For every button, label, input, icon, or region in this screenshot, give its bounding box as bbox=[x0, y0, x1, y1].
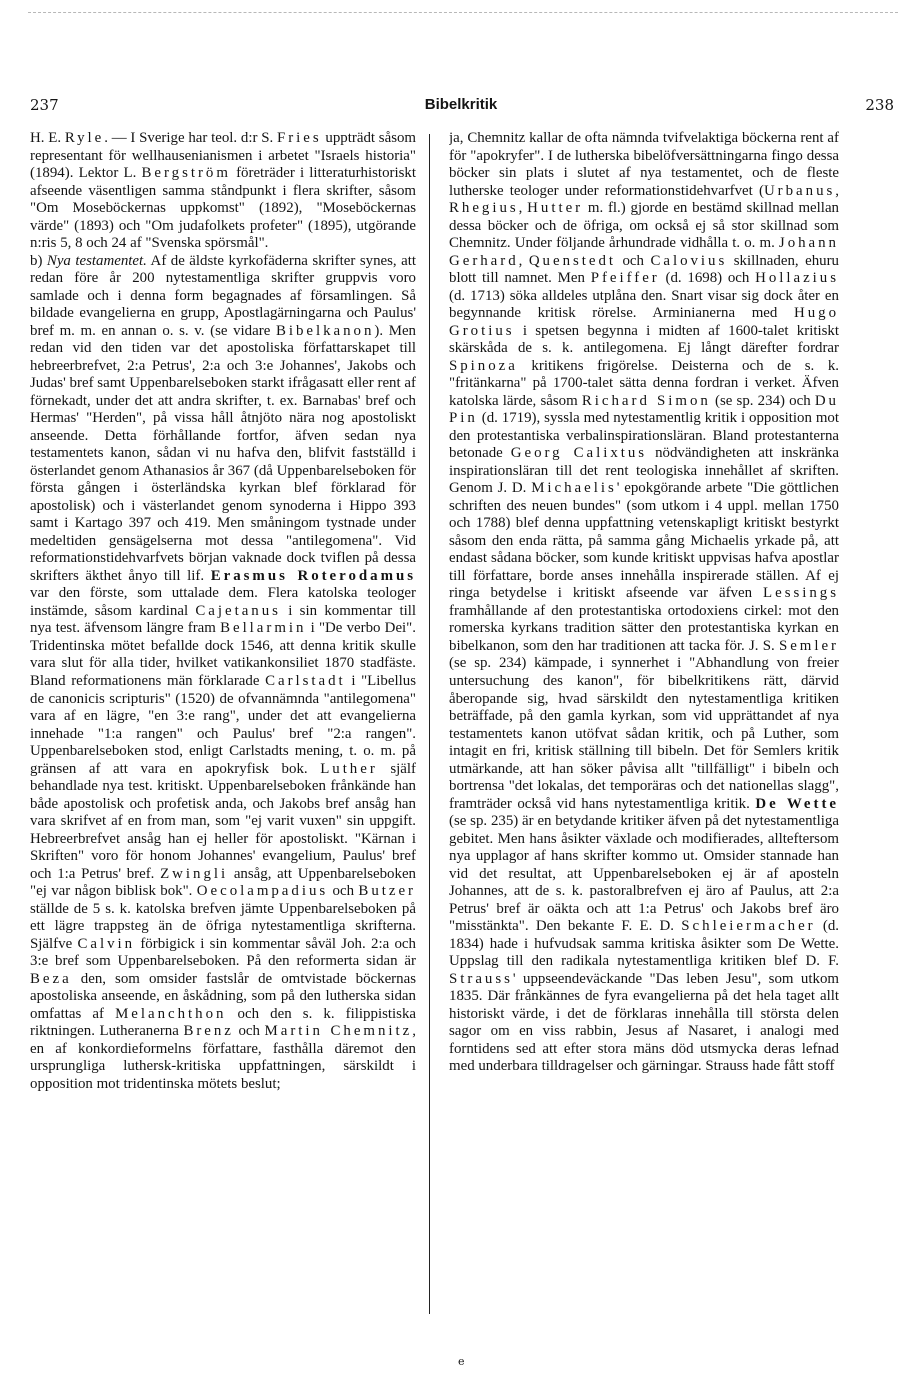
spaced-name: Zwingli bbox=[160, 865, 229, 882]
spaced-name: Michaelis bbox=[531, 480, 617, 497]
right-column bbox=[449, 130, 839, 1320]
spaced-name: Hollazius bbox=[755, 270, 839, 287]
spaced-name: Beza bbox=[30, 970, 72, 987]
spaced-name: Fries bbox=[276, 130, 322, 146]
page-number-left: 237 bbox=[30, 96, 59, 114]
spaced-name: Johann Gerhard bbox=[449, 235, 839, 269]
spaced-name: Spinoza bbox=[449, 357, 518, 374]
spaced-name: Bellarmin bbox=[220, 620, 307, 637]
spaced-name: Calovius bbox=[650, 252, 728, 269]
spaced-name: Oecolampadius bbox=[196, 883, 329, 900]
spaced-name: Brenz bbox=[183, 1023, 234, 1040]
page-header bbox=[28, 96, 894, 118]
spaced-name: Strauss bbox=[449, 970, 513, 987]
left-column bbox=[30, 130, 416, 1320]
spaced-name: Quenstedt bbox=[528, 252, 617, 269]
spaced-name: Erasmus Roterodamus bbox=[210, 567, 416, 584]
spaced-name: De Wette bbox=[755, 795, 839, 812]
spaced-name: Carlstadt bbox=[265, 672, 346, 689]
running-title: Bibelkritik bbox=[424, 96, 498, 113]
spaced-name: Butzer bbox=[358, 883, 416, 900]
cross-reference: Bibelkanon bbox=[275, 322, 375, 339]
spaced-name: Calvin bbox=[77, 935, 136, 952]
spaced-name: Ryle bbox=[64, 130, 105, 146]
spaced-name: Hutter bbox=[527, 200, 584, 217]
right-paragraph-1: ja, Chemnitz kallar de ofta nämnda tvifvelaktiga böckerna rent af för "apokryfer". I de lutherska bibelöfversättningarna fingo dessa böcker sin plats i slutet af nya testamentet, och de fleste lutherske teologer under reformationstidehvarfvet (Urbanus, Rhegius, Hutter m. fl.) gjorde en bestämd skillnad mellan dessa böcker och de öfriga, om också ej så stor skillnad som Chemnitz. Under följande århundrade vidhålla t. o. m. Johann Gerhard, Quenstedt och Calovius skillnaden, ehuru blott till namnet. Men Pfeiffer (d. 1698) och Hollazius (d. 1713) söka alldeles utplåna den. Snart visar sig dock åter en begynnande kritisk rörelse. Arminianerna med Hugo Grotius i spetsen begynna i midten af 1600-talet kritiskt skärskåda de s. k. antilegomena. Ej långt därefter fordrar Spinoza kritikens frigörelse. Deisterna och de s. k. "fritänkarna" på 1700-talet sätta denna fordran i verket. Äfven katolska lärde, såsom Richard Simon (se sp. 234) och Du Pin (d. 1719), syssla med nytestamentlig kritik i opposition mot den protestantiska verbalinspirationsläran. Bland protestanterna betonade Georg Calixtus nödvändigheten att inskränka inspirationsläran till det rent teologiska innehållet af skriften. Genom J. D. Michaelis' epokgörande arbete "Die göttlichen schriften des neuen bundes" (som utkom i 4 uppl. mellan 1750 och 1788) blef denna uppfattning vetenskapligt kritiskt bestyrkt såsom den enda rätta, på samma gång Michaelis yrkade på, att endast sådana böcker, som kunde kritiskt uppvisas hafva apostlar till författare, borde anses innehålla inspirerade ställen. Af ej ringa betydelse i kritiskt afseende var äfven Lessings framhållande af den protestantiska ortodoxiens cirkel: mot den romerska kyrkans tradition sätter den protestantiska kyrkan en bibelkanon, som den har traditionen att tacka för. J. S. Semler (se sp. 234) kämpade, i synnerhet i "Abhandlung von freier untersuchung des kanon", för bibelkritikens rätt, därvid åberopande sig, hvad särskildt den nytestamentliga kritiken beträffade, på den gamla kyrkan, som vid upprättandet af nya testamentets kanon utöfvat sådan kritik, och på Luther, som intagit en fri, kritisk ställning till bibeln. Det för Semlers kritik utmärkande, att han söker påvisa allt "tillfälligt" i bibeln och bortrensa "det lokalas, det temporäras och det nationellas slagg", framträder också vid hans nytestamentliga kritik. De Wette (se sp. 235) är en betydande kritiker äfven på det nytestamentliga gebitet. Men hans åsikter växlade och modifierades, allteftersom nya upplagor af hans skrifter kommo ut. Omsider stannade han vid det resultat, att Uppenbarelseboken ej är af aposteln Johannes, att de s. k. pastoralbrefven ej äro af Paulus, att 2:a Petrus' bref är oäkta och att 1:a Petrus' och Jakobs bref äro "misstänkta". Den bekante F. E. D. Schleiermacher (d. 1834) hade i hufvudsak samma kritiska åsikter som De Wette. Uppslag till den radikala nytestamentliga kritiken blef D. F. Strauss' uppseendeväckande "Das leben Jesu", som utkom 1835. Där frånkännes de fyra evangelierna på det hela taget allt historiskt värde, i det de förklaras innehålla till största delen sagor om en viss rabbin, Jesus af Nasaret, i analogi med forntidens sed att efter stora mäns död utsmycka deras lefnad med underbara tilldragelser och gärningar. Strauss hade fått stoff bbox=[449, 130, 839, 1075]
spaced-name: Bergström bbox=[141, 165, 231, 182]
spaced-name: Georg Calixtus bbox=[510, 445, 648, 462]
page-number-right: 238 bbox=[865, 96, 894, 114]
spaced-name: Martin Chemnitz bbox=[264, 1023, 413, 1040]
spaced-name: Rhegius bbox=[449, 200, 519, 217]
spaced-name: Du Pin bbox=[449, 392, 839, 427]
spaced-name: Lessings bbox=[763, 585, 839, 602]
spaced-name: Schleiermacher bbox=[681, 918, 816, 935]
bottom-print-mark: e bbox=[458, 1355, 465, 1368]
spaced-name: Pfeiffer bbox=[590, 270, 660, 287]
spaced-name: Cajetanus bbox=[195, 602, 281, 619]
spaced-name: Urbanus bbox=[763, 182, 836, 199]
spaced-name: Hugo Grotius bbox=[449, 305, 839, 339]
column-divider bbox=[429, 134, 430, 1314]
spaced-name: Melanchthon bbox=[115, 1005, 227, 1022]
left-paragraph-2: b) Nya testamentet. Af de äldste kyrkofäderna skrifter synes, att redan före år 200 nytestamentliga skrifter gruppvis voro samlade och i denna form begagnades af församlingen. Så bildade evangelierna en grupp, Apostlagärningarna och Paulus' bref m. m. en annan o. s. v. (se vidare Bibelkanon). Men redan vid den tiden var det apostoliska författarskapet till hebreerbrefvet, 2:a Petrus', 2:a och 3:e Johannes', Jakobs och Judas' bref samt Uppenbarelseboken starkt ifrågasatt eller rent af förnekadt, under det att andra skrifter, t. ex. Barnabas' bref och Hermas' "Herden", på vissa håll åtnjöto nära nog apostoliskt anseende. Detta förhållande fortfor, äfven sedan nya testamentets kanon, sådan vi nu hafva den, blifvit fastställd i österlandet genom Athanasios år 367 (då Uppenbarelseboken för första gången i österländska kyrkan blef förklarad för apostolisk) och i västerlandet genom synoderna i Hippo 393 samt i Kartago 397 och 419. Men småningom tystnade under medeltiden gensägelserna mot dessa "antilegomena". Vid reformationstidehvarfvets början vaknade dock tviflen på dessa skrifters äkthet ånyo till lif. Erasmus Roterodamus var den förste, som uttalade dem. Flera katolska teologer instämde, såsom kardinal Cajetanus i sin kommentar till nya test. äfvensom längre fram Bellarmin i "De verbo Dei". Tridentinska mötet befallde dock 1546, att denna kritik skulle vara slut för alla tider, hvilket vatikankonsiliet 1870 stadfäste. Bland reformationens män förklarade Carlstadt i "Libellus de canonicis scripturis" (1520) de ofvannämnda "antilegomena" vara af en lägre, "en 3:e rang", under det att evangelierna innehade "1:a rangen" och Paulus' bref "2:a rangen". Uppenbarelseboken stod, enligt Carlstadts mening, t. o. m. på gränsen af att vara en apokryfisk bok. Luther själf behandlade nya test. kritiskt. Uppenbarelseboken frånkände han både apostolisk och profetisk anda, och Jakobs bref ansåg han vara skrifvet af en from man, som "ej varit vuxen" sin uppgift. Hebreerbrefvet ansåg han ej heller för apostoliskt. "Kärnan i Skriften" voro för honom Johannes' evangelium, Paulus' bref och 1:a Petrus' bref. Zwingli ansåg, att Uppenbarelseboken "ej var någon biblisk bok". Oecolampadius och Butzer ställde de 5 s. k. katolska brefven jämte Uppenbarelseboken på ett lägre trappsteg än de öfriga nytestamentliga skrifterna. Själfve Calvin förbigick i sin kommentar såväl Joh. 2:a och 3:e bref som Uppenbarelseboken. På den reformerta sidan är Beza den, som omsider fastslår de omtvistade böckernas apostoliska anseende, en åskådning, som på den lutherska sidan omfattas af Melanchthon och den s. k. filippistiska riktningen. Lutheranerna Brenz och Martin Chemnitz, en af konkordieformelns författare, fasthålla däremot den ursprungliga luthersk-kritiska uppfattningen, särskildt i opposition mot tridentinska mötets beslut; bbox=[30, 252, 416, 1092]
left-paragraph-1: H. E. Ryle. — I Sverige har teol. d:r S. Fries uppträdt såsom representant för wellhausenianismen i arbetet "Israels historia" (1894). Lektor L. Bergström företräder i litteraturhistoriskt afseende väsentligen samma ståndpunkt i flera skrifter, såsom "Om Moseböckernas uppkomst" (1892), "Moseböckernas värde" (1893) och "Om judafolkets profeter" (1895), utgörande n:ris 5, 8 och 24 af "Svenska spörsmål". bbox=[30, 130, 416, 252]
top-scan-rule bbox=[28, 12, 898, 13]
spaced-name: Semler bbox=[778, 637, 839, 654]
spaced-name: Richard Simon bbox=[581, 392, 711, 409]
spaced-name: Luther bbox=[320, 760, 378, 777]
section-heading: Nya testamentet. bbox=[46, 252, 147, 269]
